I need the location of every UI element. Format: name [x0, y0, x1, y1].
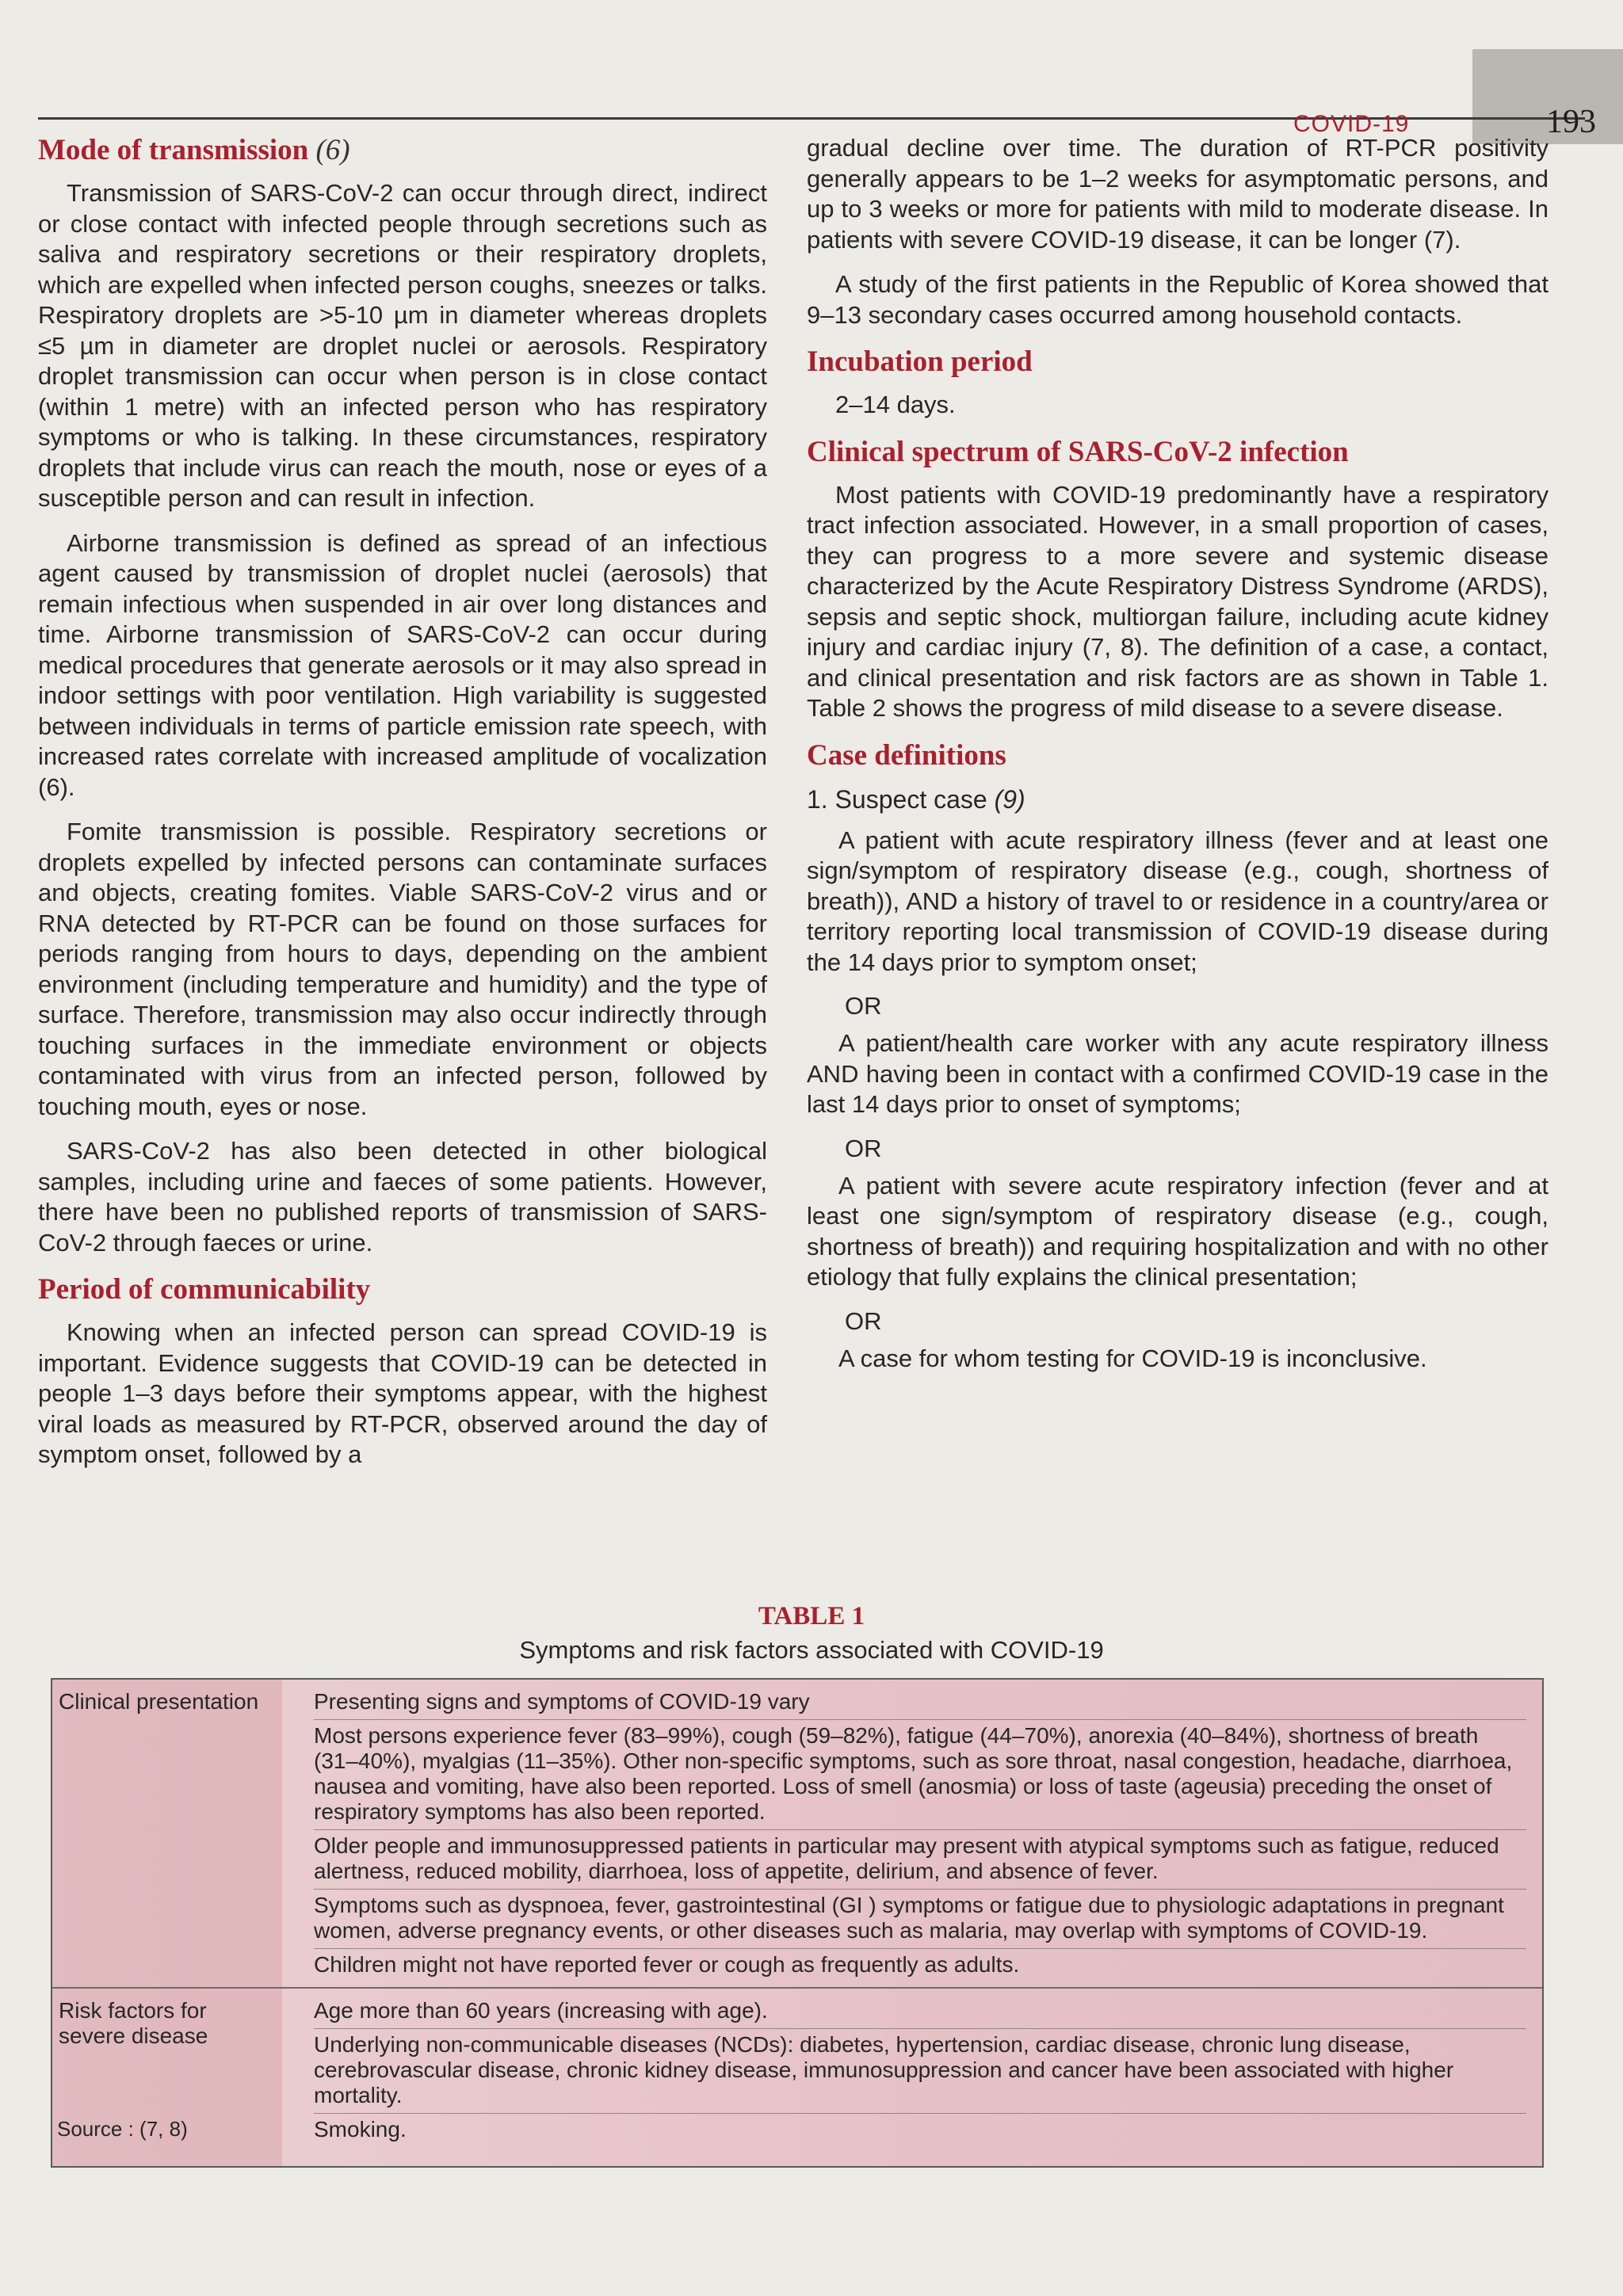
right-column — [807, 133, 1549, 1388]
heading-incubation-period: Incubation period — [807, 345, 1033, 378]
table-cell: Most persons experience fever (83–99%), cough (59–82%), fatigue (44–70%), anorexia (40–84%), shortness of breath (31–40%), myalgias (11–35%). Other non-specific symptoms, such as sore throat, nasal congestion, headache, diarrhoea, nausea and vomiting, have also been reported. Loss of smell (anosmia) or loss of taste (ageusia) preceding the onset of respiratory symptoms has also been reported. — [314, 1720, 1526, 1830]
heading-period-of-communicability: Period of communicability — [38, 1273, 371, 1306]
suspect-case-item-1: A patient with acute respiratory illness (fever and at least one sign/symptom of respiratory disease (e.g., cough, shortness of breath)), AND a history of travel to or residence in a country/area or territory reporting local transmission of COVID-19 disease during the 14 days prior to symptom onset; — [807, 826, 1549, 976]
transmission-paragraph-3: Fomite transmission is possible. Respiratory secretions or droplets expelled by infected persons can contaminate surfaces and objects, creating fomites. Viable SARS-CoV-2 virus and or RNA detected by RT-PCR can be found on those surfaces for periods ranging from hours to days, depending on the ambient environment (including temperature and humidity) and the type of surface. Therefore, transmission may also occur indirectly through touching surfaces in the immediate environment or objects contaminated with virus from an infected person, followed by touching mouth, eyes or nose. — [38, 818, 767, 1120]
suspect-case-item-4: A case for whom testing for COVID-19 is inconclusive. — [838, 1344, 1427, 1372]
table-caption — [0, 1602, 1623, 1665]
table-cell: Children might not have reported fever or cough as frequently as adults. — [314, 1952, 1020, 1977]
left-column — [38, 133, 767, 1485]
table-cell: Older people and immunosuppressed patients in particular may present with atypical symptoms such as fatigue, reduced alertness, reduced mobility, diarrhoea, loss of appetite, delirium, and absence of fever. — [314, 1830, 1526, 1890]
transmission-paragraph-4: SARS-CoV-2 has also been detected in other biological samples, including urine and faeces of some patients. However, there have been no published reports of transmission of SARS-CoV-2 through faeces or urine. — [38, 1137, 767, 1257]
page-number: 193 — [1546, 104, 1596, 140]
transmission-paragraph-1: Transmission of SARS-CoV-2 can occur through direct, indirect or close contact with infected people through secretions such as saliva and respiratory secretions or their respiratory droplets, which are expelled when infected person coughs, sneezes or talks. Respiratory droplets are >5-10 µm in diameter whereas droplets ≤5 µm in diameter are droplet nuclei or aerosols. Respiratory droplet transmission can occur when person is in close contact (within 1 metre) with an infected person who has respiratory symptoms or who is talking. In these circumstances, respiratory droplets that include virus can reach the mouth, nose or eyes of a susceptible person and can result in infection. — [38, 179, 767, 512]
row-label-clinical-presentation: Clinical presentation — [59, 1689, 259, 1714]
korea-study-paragraph: A study of the first patients in the Republic of Korea showed that 9–13 secondary cases occurred among household contacts. — [807, 270, 1549, 329]
symptoms-table — [51, 1678, 1544, 2168]
or-separator: OR — [845, 992, 882, 1020]
table-source: Source : (7, 8) — [57, 2117, 188, 2141]
transmission-paragraph-2: Airborne transmission is defined as spread of an infectious agent caused by transmission of droplet nuclei (aerosols) that remain infectious when suspended in air over long distances and time. Airborne transmission of SARS-CoV-2 can occur during medical procedures that generate aerosols or it may also spread in indoor settings with poor ventilation. High variability is suggested between individuals in terms of particle emission rate speech, with increased rates correlate with increased amplitude of vocalization (6). — [38, 528, 767, 801]
table-subtitle: Symptoms and risk factors associated with COVID-19 — [519, 1636, 1104, 1664]
table-row — [52, 1680, 1542, 1987]
suspect-case-item-3: A patient with severe acute respiratory infection (fever and at least one sign/symptom of respiratory disease (e.g., cough, shortness of breath)) and requiring hospitalization and with no other etiology that fully explains the clinical presentation; — [807, 1171, 1549, 1291]
heading-mode-of-transmission — [38, 133, 767, 167]
suspect-case-item-2: A patient/health care worker with any acute respiratory illness AND having been in contact with a confirmed COVID-19 case in the last 14 days prior to onset of symptoms; — [807, 1029, 1549, 1118]
or-separator: OR — [845, 1134, 882, 1162]
heading-case-definitions: Case definitions — [807, 738, 1006, 772]
table-cell: Presenting signs and symptoms of COVID-19 vary — [314, 1686, 1526, 1720]
row-cells-clinical — [314, 1686, 1526, 1982]
or-separator: OR — [845, 1306, 882, 1335]
table-cell: Symptoms such as dyspnoea, fever, gastrointestinal (GI ) symptoms or fatigue due to physiologic adaptations in pregnant women, adverse pregnancy events, or other diseases such as malaria, may overlap with symptoms of COVID-19. — [314, 1890, 1526, 1949]
row-label-risk-factors: Risk factors for severe disease — [59, 1998, 208, 2048]
incubation-text: 2–14 days. — [835, 391, 956, 418]
clinical-spectrum-paragraph: Most patients with COVID-19 predominantly have a respiratory tract infection associated. However, in a small proportion of cases, they can progress to a more severe and systemic disease characterized by the Acute Respiratory Distress Syndrome (ARDS), sepsis and septic shock, multiorgan failure, including acute kidney injury and cardiac injury (7, 8). The definition of a case, a contact, and clinical presentation and risk factors are as shown in Table 1. Table 2 shows the progress of mild disease to a severe disease. — [807, 480, 1549, 722]
suspect-case-label — [807, 785, 1549, 814]
heading-citation: (6) — [315, 134, 350, 166]
continuation-paragraph: gradual decline over time. The duration of RT-PCR positivity generally appears to be 1–2 weeks for asymptomatic persons, and up to 3 weeks or more for patients with mild to moderate disease. In patients with severe COVID-19 disease, it can be longer (7). — [807, 134, 1549, 254]
running-header-title: COVID-19 — [1293, 111, 1410, 137]
heading-text: Mode of transmission — [38, 134, 309, 166]
table-cell: Smoking. — [314, 2117, 407, 2142]
table-title: TABLE 1 — [758, 1602, 865, 1630]
table-cell: Underlying non-communicable diseases (NCDs): diabetes, hypertension, cardiac disease, chronic lung disease, cerebrovascular disease, chronic kidney disease, immunosuppression and cancer have been associated with higher mortality. — [314, 2029, 1526, 2114]
table-row — [52, 1987, 1542, 2168]
heading-clinical-spectrum: Clinical spectrum of SARS-CoV-2 infection — [807, 435, 1349, 468]
communicability-paragraph: Knowing when an infected person can spread COVID-19 is important. Evidence suggests that COVID-19 can be detected in people 1–3 days before their symptoms appear, with the highest viral loads as measured by RT-PCR, observed around the day of symptom onset, followed by a — [38, 1318, 767, 1468]
table-cell: Age more than 60 years (increasing with age). — [314, 1995, 1526, 2029]
suspect-case-text: 1. Suspect case — [807, 784, 987, 814]
row-cells-risk — [314, 1995, 1526, 2147]
suspect-case-citation: (9) — [994, 784, 1025, 814]
